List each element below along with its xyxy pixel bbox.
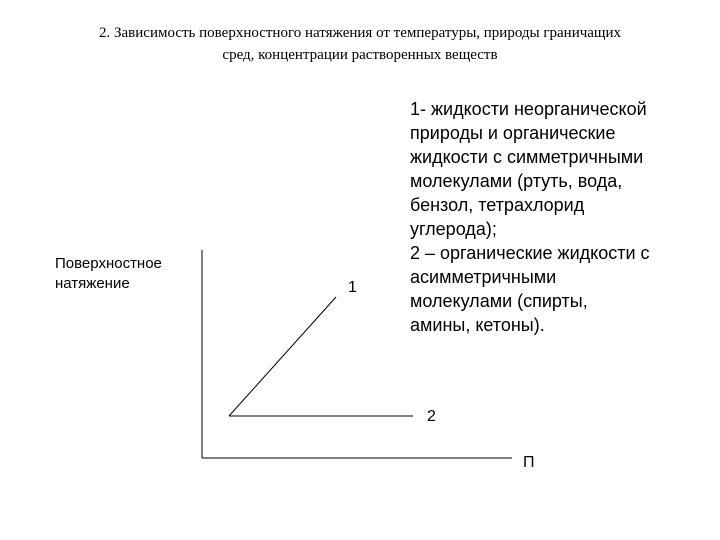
title-line-1: 2. Зависимость поверхностного натяжения от температуры, природы граничащих — [99, 25, 621, 41]
title-line-2: сред, концентрации растворенных веществ — [222, 47, 498, 63]
legend-text — [410, 97, 710, 337]
legend-line: углерода); — [410, 219, 497, 239]
curve-2-label: 2 — [427, 408, 436, 425]
curve-1-label: 1 — [348, 279, 357, 296]
x-axis-label: П — [523, 454, 535, 471]
curve-1-line — [229, 297, 336, 416]
legend-line: молекулами (спирты, — [410, 291, 588, 311]
legend-line: асимметричными — [410, 267, 557, 287]
legend-line: 2 – органические жидкости с — [410, 243, 650, 263]
legend-line: амины, кетоны). — [410, 315, 545, 335]
legend-line: 1- жидкости неорганической — [410, 99, 647, 119]
legend-line: бензол, тетрахлорид — [410, 195, 585, 215]
legend-line: молекулами (ртуть, вода, — [410, 171, 623, 191]
y-axis-label-line-2: натяжение — [55, 275, 130, 292]
legend-line: жидкости с симметричными — [410, 147, 644, 167]
y-axis-label-line-1: Поверхностное — [55, 255, 162, 272]
legend-line: природы и органические — [410, 123, 616, 143]
